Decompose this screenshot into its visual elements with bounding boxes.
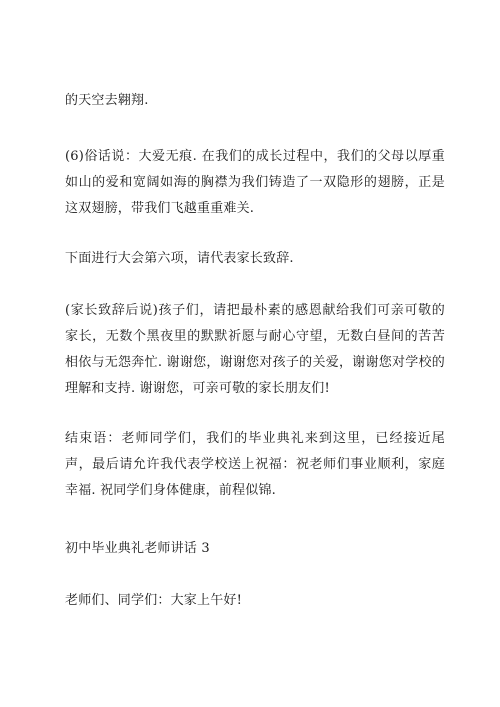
- paragraph-agenda-item: 下面进行大会第六项，请代表家长致辞.: [65, 251, 294, 266]
- paragraph-closing: 结束语：老师同学们，我们的毕业典礼来到这里，已经接近尾声，最后请允许我代表学校送上祝福：祝老师们事业顺利，家庭幸福. 祝同学们身体健康，前程似锦.: [65, 431, 445, 498]
- paragraph-greeting: 老师们、同学们：大家上午好!: [65, 593, 243, 608]
- paragraph-parent-speech: (家长致辞后说)孩子们，请把最朴素的感恩献给我们可亲可敬的家长，无数个黑夜里的默默祈愿与耐心守望，无数白昼间的苦苦相依与无怨奔忙. 谢谢您，谢谢您对孩子的关爱，谢谢您对学校的理解和支持. 谢谢您，可亲可敬的家长朋友们!: [65, 303, 445, 396]
- paragraph-continuation: 的天空去翱翔.: [65, 93, 149, 108]
- paragraph-6: (6)俗话说：大爱无痕. 在我们的成长过程中，我们的父母以厚重如山的爱和宽阔如海的胸襟为我们铸造了一双隐形的翅膀，正是这双翅膀，带我们飞越重重难关.: [65, 149, 445, 216]
- section-heading: 初中毕业典礼老师讲话 3: [65, 541, 210, 556]
